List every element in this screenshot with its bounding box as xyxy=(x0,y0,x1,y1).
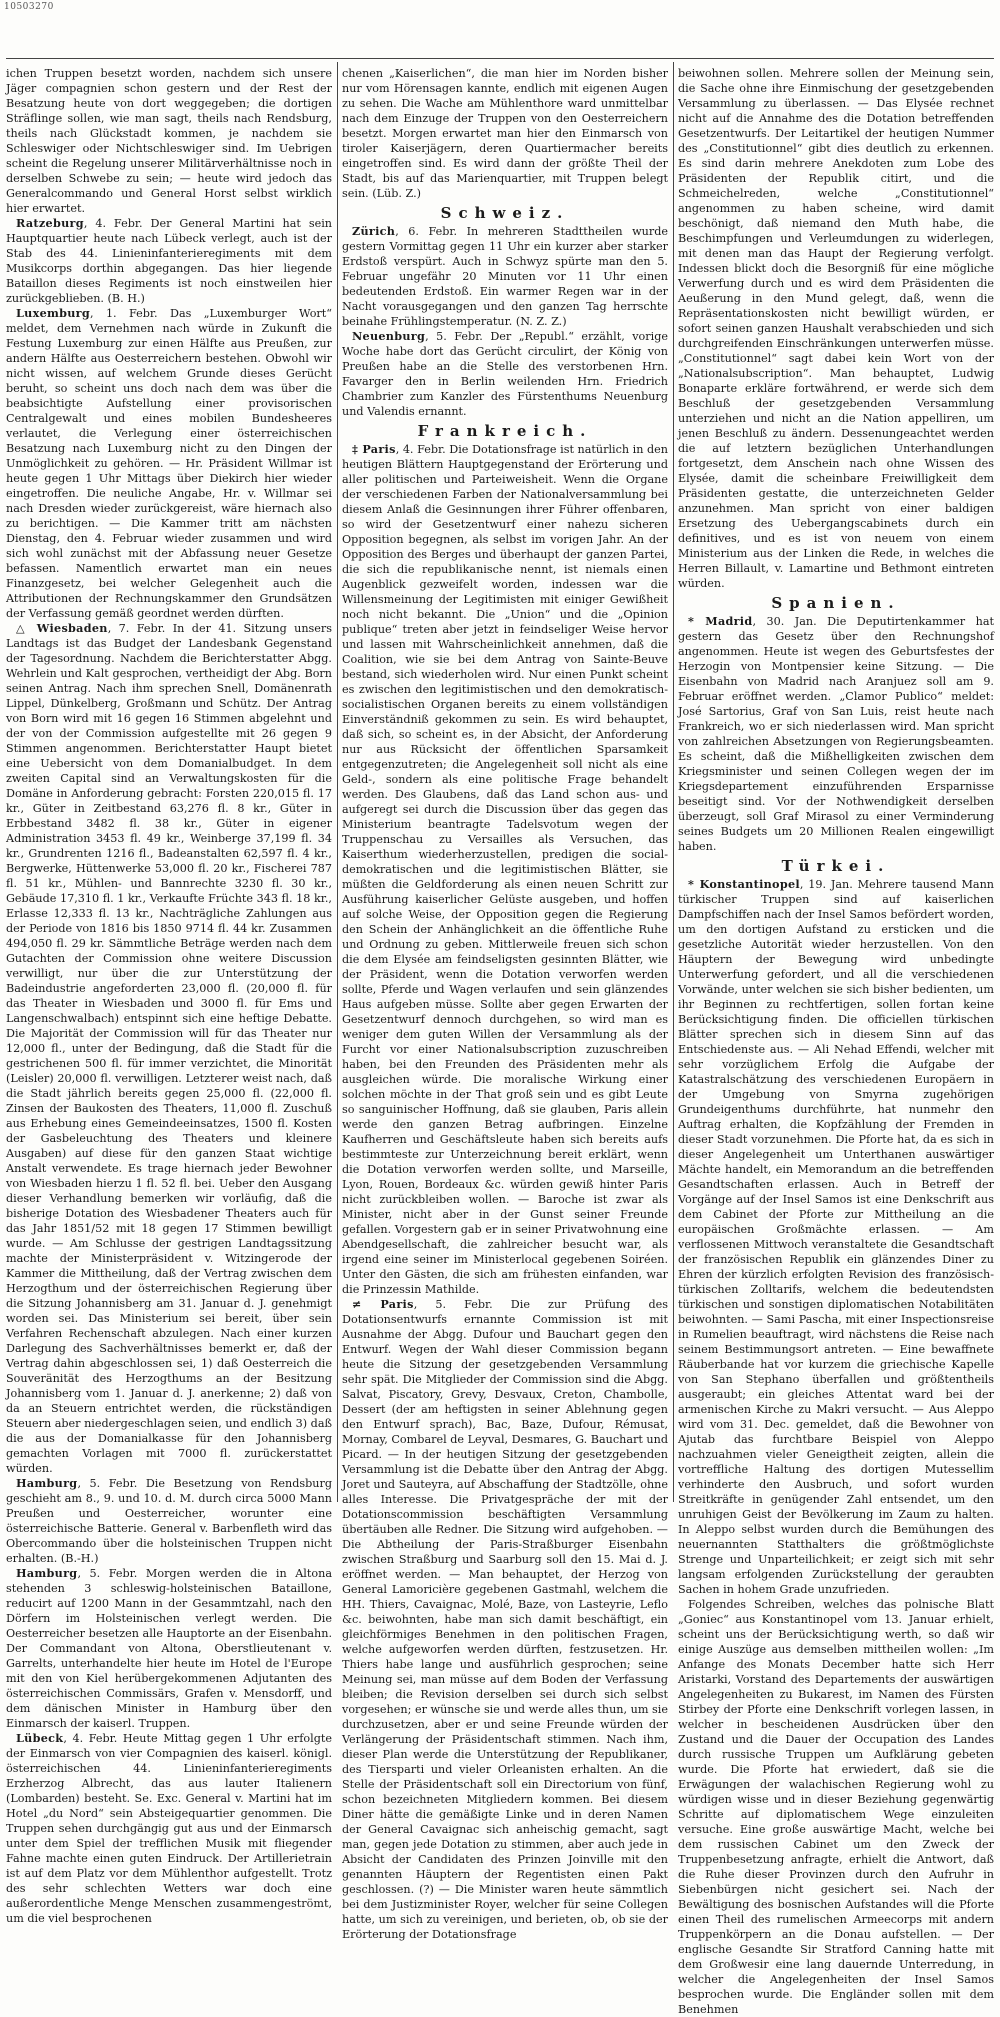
section-heading: Spanien. xyxy=(771,594,901,612)
paragraph-text: , 4. Febr. Heute Mittag gegen 1 Uhr erfolgte der Einmarsch von vier Compagnien des kaiserl. königl. österreichischen 44. Linieninfanterieregiments Erzherzog Albrecht, das aus lauter Italienern (Lombarden) besteht. Se. Exc. General v. Martini hat im Hotel „du Nord“ sein Absteigequartier genommen. Die Truppen sehen durchgängig gut aus und der Einmarsch unter dem Spiel der trefflichen Musik mit fliegender Fahne machte einen guten Eindruck. Der Artillerietrain ist auf dem Platz vor dem Mühlenthor aufgestellt. Trotz des sehr schlechten Wetters war doch eine außerordentliche Menge Menschen zusammengeströmt, um die viel besprochenen xyxy=(6,1732,332,1925)
article-paragraph xyxy=(678,614,994,854)
article-paragraph xyxy=(6,216,332,306)
column-rule-right xyxy=(673,62,674,1502)
paragraph-text: Folgendes Schreiben, welches das polnische Blatt „Goniec“ aus Konstantinopel vom 13. Januar erhielt, scheint uns der Berücksichtigung werth, so daß wir einige Auszüge aus demselben mittheilen wollen: „Im Anfange des Monats December hatte sich Herr Aristarki, Vorstand des Departements der auswärtigen Angelegenheiten zu Bukarest, im Namen des Fürsten Stirbey der Pforte eine Denkschrift vorlegen lassen, in welcher in bescheidenen Ausdrücken über den Zustand und die Dauer der Occupation des Landes durch russische Truppen um Aufklärung gebeten wurde. Die Pforte hat erwiedert, daß sie die Erwägungen der walachischen Regierung wohl zu würdigen wisse und in dieser Beziehung gegenwärtig Schritte auf diplomatischem Wege einzuleiten versuche. Eine große auswärtige Macht, welche bei dem russischen Cabinet um den Zweck der Truppenbesetzung anfragte, erhielt die Antwort, daß die Ruhe dieser Provinzen durch den Aufruhr in Siebenbürgen nicht gesichert sei. Nach der Bewältigung des bosnischen Aufstandes will die Pforte einen Theil des rumelischen Armeecorps mit andern Truppenkörpern an die Donau aufstellen. — Der englische Gesandte Sir Stratford Canning hatte mit dem Großwesir eine lang dauernde Unterredung, in welcher die Angelegenheiten der Insel Samos besprochen wurde. Die Engländer sollen mit dem Benehmen xyxy=(678,1598,994,2016)
dateline-place: △ Wiesbaden xyxy=(16,621,108,635)
article-paragraph xyxy=(342,66,668,201)
paragraph-text: , 6. Febr. In mehreren Stadttheilen wurde gestern Vormittag gegen 11 Uhr ein kurzer aber starker Erdstoß verspürt. Auch in Schwyz spürte man den 5. Februar ungefähr 20 Minuten vor 11 Uhr einen bedeutenden Erdstoß. Ein warmer Regen war in der Nacht vorausgegangen und den ganzen Tag herrschte beinahe Frühlingstemperatur. (N. Z. Z.) xyxy=(342,225,668,328)
dateline-place: Zürich xyxy=(352,224,396,238)
section-heading: Türkei. xyxy=(781,857,891,875)
paragraph-text: chenen „Kaiserlichen“, die man hier im Norden bisher nur vom Hörensagen kannte, endlich mit eigenen Augen zu sehen. Die Wache am Mühlenthore ward unmittelbar nach dem Einzuge der Truppen von den Oesterreichern besetzt. Morgen erwartet man hier den Einmarsch von tiroler Kaiserjägern, deren Quartiermacher bereits eingetroffen sind. Es wird dann der größte Theil der Stadt, bis auf das Marienquartier, mit Truppen belegt sein. (Lüb. Z.) xyxy=(342,67,668,200)
dateline-place: Hamburg xyxy=(16,1476,78,1490)
dateline-place: ‡ Paris xyxy=(352,442,396,456)
dateline-place: * Konstantinopel xyxy=(688,877,800,891)
article-paragraph xyxy=(6,1476,332,1566)
dateline-place: * Madrid xyxy=(688,614,753,628)
dateline-place: Neuenburg xyxy=(352,329,426,343)
dateline-place: ≠ Paris xyxy=(352,1297,414,1311)
page-identifier: 10503270 xyxy=(4,2,54,12)
article-paragraph xyxy=(342,329,668,419)
section-heading: Frankreich. xyxy=(417,422,593,440)
article-paragraph xyxy=(678,66,994,591)
column-3 xyxy=(678,66,995,2016)
article-paragraph xyxy=(678,1597,994,2017)
paragraph-text: , 30. Jan. Die Deputirtenkammer hat gestern das Gesetz über den Rechnungshof angenommen. Heute ist wegen des Geburtsfestes der Herzogin von Montpensier keine Sitzung. — Die Eisenbahn von Madrid nach Aranjuez soll am 9. Februar eröffnet werden. „Clamor Publico“ meldet: José Sartorius, Graf von San Luis, reist heute nach Frankreich, wo er sich niederlassen wird. Man spricht von zahlreichen Absetzungen von Regierungsbeamten. Es scheint, daß die Mißhelligkeiten zwischen dem Kriegsminister und seinen Collegen wegen der im Kriegsdepartement einzuführenden Ersparnisse beseitigt sind. Vor der Nothwendigkeit derselben überzeugt, soll Graf Mirasol zu einer Verminderung seines Budgets um 20 Millionen Realen eingewilligt haben. xyxy=(678,615,994,853)
dateline-place: Luxemburg xyxy=(16,306,90,320)
article-paragraph xyxy=(6,1566,332,1731)
dateline-place: Lübeck xyxy=(16,1731,64,1745)
paragraph-text: , 1. Febr. Das „Luxemburger Wort“ meldet, dem Vernehmen nach würde in Zukunft die Festung Luxemburg zur einen Hälfte aus Preußen, zur andern Hälfte aus Oesterreichern bestehen. Obwohl wir nicht wissen, auf welchem Grunde dieses Gerücht beruht, so scheint uns doch nach dem was über die beabsichtigte Aufstellung einer provisorischen Centralgewalt und eines mobilen Bundesheeres verlautet, die Verlegung einer österreichischen Besatzung nach Luxemburg nicht zu den Dingen der Unmöglichkeit zu gehören. — Hr. Präsident Willmar ist heute gegen 1 Uhr Mittags über Diekirch hier wieder eingetroffen. Die neuliche Angabe, Hr. v. Willmar sei nach Dresden wieder zurückgereist, wäre hiernach also zu berichtigen. — Die Kammer tritt am nächsten Dienstag, den 4. Februar wieder zusammen und wird sich wohl zunächst mit der Abfassung neuer Gesetze befassen. Namentlich erwartet man ein neues Finanzgesetz, bei welcher Gelegenheit auch die Attributionen der Rechnungskammer den Grundsätzen der Verfassung gemäß geordnet werden dürften. xyxy=(6,307,332,620)
newspaper-page xyxy=(6,14,995,2016)
column-2 xyxy=(342,66,668,1941)
paragraph-text: , 19. Jan. Mehrere tausend Mann türkischer Truppen sind auf kaiserlichen Dampfschiffen nach der Insel Samos befördert worden, um den dortigen Aufstand zu ersticken und die gesetzliche Autorität wieder herzustellen. Von den Häuptern der Bewegung wird unbedingte Unterwerfung gefordert, und all die verschiedenen Vorwände, unter welchen sie sich bisher bedienten, um ihr Beginnen zu rechtfertigen, sollen fortan keine Berücksichtigung finden. Die officiellen türkischen Blätter sprechen sich in diesem Sinn auf das Entschiedenste aus. — Ali Nehad Effendi, welcher mit sehr vorzüglichem Erfolg die Aufgabe der Katastralschätzung des verschiedenen Europäern in der Umgebung von Smyrna zugehörigen Grundeigenthums durchführte, hat nunmehr den Auftrag erhalten, die Kopfzählung der Fremden in dieser Stadt vorzunehmen. Die Pforte hat, da es sich in dieser Angelegenheit um Unterthanen auswärtiger Mächte handelt, ein Memorandum an die betreffenden Gesandtschaften erlassen. Auch in Betreff der Vorgänge auf der Insel Samos ist eine Denkschrift aus dem Cabinet der Pforte zur Mittheilung an die europäischen Großmächte erlassen. — Am verflossenen Mittwoch veranstaltete die Gesandtschaft der französischen Republik ein glänzendes Diner zu Ehren der kürzlich erfolgten Revision des französisch-türkischen Zolltarifs, welchem die bedeutendsten türkischen und sonstigen diplomatischen Notabilitäten beiwohnten. — Sami Pascha, mit einer Inspectionsreise in Rumelien beauftragt, wird nächstens die Reise nach seinem Bestimmungsort antreten. — Eine bewaffnete Räuberbande hat vor kurzem die griechische Kapelle von San Stephano überfallen und größtentheils ausgeraubt; ein gleiches Attentat ward bei der armenischen Kirche zu Makri versucht. — Aus Aleppo wird vom 31. Dec. gemeldet, daß die Bewohner von Ajutab das furchtbare Beispiel von Aleppo nachzuahmen vieler Geneigtheit zeigten, allein die vortreffliche Haltung des dortigen Mutessellim verhinderte den Ausbruch, und sofort wurden Streitkräfte in genügender Zahl entsendet, um den unruhigen Geist der Bevölkerung im Zaum zu halten. In Aleppo selbst wurden durch die Bemühungen des neuernannten Statthalters die größtmöglichste Strenge und Unparteilichkeit; er zeigt sich mit sehr langsam erfolgenden Zurückstellung der geraubten Sachen in hohem Grade unzufrieden. xyxy=(678,878,995,1596)
article-paragraph xyxy=(6,621,332,1476)
top-fragment-area xyxy=(6,14,994,59)
article-paragraph xyxy=(342,224,668,329)
paragraph-text: , 7. Febr. In der 41. Sitzung unsers Landtags ist das Budget der Landesbank Gegenstand der Tagesordnung. Nachdem die Berichterstatter Abgg. Wehrlein und Kalt gesprochen, vertheidigt der Abg. Born seinen Antrag. Nach ihm sprechen Snell, Domänenrath Lippel, Dünkelberg, Großmann und Schütz. Der Antrag von Born wird mit 16 gegen 16 Stimmen abgelehnt und der von der Commission aufgestellte mit 26 gegen 9 Stimmen angenommen. Berichterstatter Haupt bietet eine Uebersicht von dem Domanialbudget. In dem zweiten Capital sind an Verwaltungskosten für die Domäne in Anforderung gebracht: Forsten 220,015 fl. 17 kr., Güter in Zeitbestand 63,276 fl. 8 kr., Güter in Erbbestand 3482 fl. 38 kr., Güter in eigener Administration 3453 fl. 49 kr., Weinberge 37,199 fl. 34 kr., Grundrenten 1216 fl., Badeanstalten 62,597 fl. 4 kr., Bergwerke, Hüttenwerke 53,000 fl. 20 kr., Fischerei 787 fl. 51 kr., Mühlen- und Bannrechte 3230 fl. 30 kr., Gebäude 17,310 fl. 1 kr., Verkaufte Früchte 343 fl. 18 kr., Erlasse 12,333 fl. 13 kr., Nachträgliche Zahlungen aus der Periode von 1816 bis 1850 9714 fl. 44 kr. Zusammen 494,050 fl. 29 kr. Sämmtliche Beträge werden nach dem Gutachten der Commission ohne weitere Discussion verwilligt, nur über die zur Unterstützung der Badeindustrie angeforderten 23,000 fl. (20,000 fl. für das Theater in Wiesbaden und 3000 fl. für Ems und Langenschwalbach) entspinnt sich eine heftige Debatte. Die Majorität der Commission will für das Theater nur 12,000 fl., unter der Bedingung, daß die Stadt für die gestrichenen 500 fl. für immer verzichtet, die Minorität (Leisler) 20,000 fl. verwilligen. Letzterer weist nach, daß die Stadt jährlich bereits gegen 25,000 fl. (22,000 fl. Zinsen der Baukosten des Theaters, 11,000 fl. Zuschuß aus Erhebung eines Gemeindeeinsatzes, 1500 fl. Kosten der Gasbeleuchtung des Theaters und kleinere Ausgaben) auf diese für den ganzen Staat wichtige Anstalt verwendete. Es trage hiernach jeder Bewohner von Wiesbaden hierzu 1 fl. 52 fl. bei. Ueber den Ausgang dieser Verhandlung bemerken wir vorläufig, daß die bisherige Dotation des Wiesbadener Theaters auch für das Jahr 1851/52 mit 18 gegen 17 Stimmen bewilligt wurde. — Am Schlusse der gestrigen Landtagssitzung machte der Ministerpräsident v. Witzingerode der Kammer die Mittheilung, daß der Vertrag zwischen dem Herzogthum und der österreichischen Regierung über die Sitzung Johannisberg am 31. Januar d. J. genehmigt worden sei. Das Ministerium sei bereit, über sein Verfahren Rechenschaft abzulegen. Nach einer kurzen Darlegung des Sachverhältnisses bemerkt er, daß der Vertrag dahin abgeschlossen sei, 1) daß Oesterreich die Souveränität des Herzogthums an der Besitzung Johannisberg vom 1. Januar d. J. anerkenne; 2) daß von da an Steuern entrichtet werden, die rückständigen Steuern aber niedergeschlagen seien, und endlich 3) daß die aus der Domanialkasse für den Johannisberg gemachten Vorlagen mit 7000 fl. zurückerstattet würden. xyxy=(6,622,332,1475)
paragraph-text: beiwohnen sollen. Mehrere sollen der Meinung sein, die Sache ohne ihre Einmischung der gesetzgebenden Versammlung zu überlassen. — Das Elysée rechnet nicht auf die Annahme des die Dotation betreffenden Gesetzentwurfs. Der Leitartikel der heutigen Nummer des „Constitutionnel“ gibt dies deutlich zu erkennen. Es sind darin mehrere Anekdoten zum Lobe des Präsidenten der Republik citirt, und die Schmeichelreden, welche „Constitutionnel“ angenommen zu haben scheine, wird damit beschönigt, daß niemand den Muth habe, die Beschimpfungen und Verleumdungen zu widerlegen, mit denen man das Haupt der Regierung verfolgt. Indessen blickt doch die Besorgniß für eine mögliche Verwerfung durch und es wird dem Präsidenten die Aeußerung in den Mund gelegt, daß, wenn die Repräsentationskosten nicht bewilligt würden, er sofort seinen ganzen Haushalt verabschieden und sich durchgreifenden Einschränkungen unterwerfen müsse. „Constitutionnel“ sagt dabei kein Wort von der „Nationalsubscription“. Man behauptet, Ludwig Bonaparte erkläre fortwährend, er werde sich dem Beschluß der gesetzgebenden Versammlung unterziehen und nicht an die Nation appelliren, um jenen Beschluß zu ändern. Dessenungeachtet werden die auf letztern bezüglichen Unterhandlungen fortgesetzt, dem Anschein nach ohne Wissen des Elysée, damit die scheinbare Freiwilligkeit dem Präsidenten gestatte, die unterzeichneten Gelder anzunehmen. Man spricht von einer baldigen Ersetzung des Uebergangscabinets durch ein definitives, und es ist von neuem von einem Ministerium aus der Linken die Rede, in welches die Herren Billault, v. Lamartine und Bethmont eintreten würden. xyxy=(678,67,994,590)
paragraph-text: , 5. Febr. Morgen werden die in Altona stehenden 3 schleswig-holsteinischen Bataillone, reducirt auf 1200 Mann in der Gesammtzahl, nach den Dörfern im Holsteinischen verlegt werden. Die Oesterreicher besetzen alle Hauptorte an der Eisenbahn. Der Commandant von Altona, Oberstlieutenant v. Garrelts, unterhandelte hier heute im Hotel de l'Europe mit den von Kiel herübergekommenen Adjutanten des österreichischen Commissärs, Grafen v. Mensdorff, und dem dänischen Minister in Hamburg über den Einmarsch der kaiserl. Truppen. xyxy=(6,1567,332,1730)
paragraph-text: , 5. Febr. Die zur Prüfung des Dotationsentwurfs ernannte Commission ist mit Ausnahme der Abgg. Dufour und Bauchart gegen den Entwurf. Wegen der Wahl dieser Commission begann heute die Sitzung der gesetzgebenden Versammlung sehr spät. Die Mitglieder der Commission sind die Abgg. Salvat, Piscatory, Grevy, Desvaux, Creton, Chambolle, Dessert (der am heftigsten in seiner Ablehnung gegen den Entwurf sprach), Bac, Baze, Dufour, Rémusat, Mornay, Combarel de Leyval, Desmares, G. Bauchart und Picard. — In der heutigen Sitzung der gesetzgebenden Versammlung ist die Debatte über den Antrag der Abgg. Joret und Sauteyra, auf Abschaffung der Stadtzölle, ohne alles Interesse. Die Privatgespräche der mit der Dotationscommission beschäftigten Versammlung übertäuben alle Redner. Die Sitzung wird aufgehoben. — Die Abtheilung der Paris-Straßburger Eisenbahn zwischen Straßburg und Saarburg soll den 15. Mai d. J. eröffnet werden. — Man behauptet, der Herzog von General Lamoricière gegebenen Gastmahl, welchem die HH. Thiers, Cavaignac, Molé, Baze, von Lasteyrie, Leflo &c. beiwohnten, habe man sich damit beschäftigt, ein gleichförmiges Benehmen in den politischen Fragen, welche aufgeworfen werden dürften, festzusetzen. Hr. Thiers habe lange und ausführlich gesprochen; seine Meinung sei, man müsse auf dem Boden der Verfassung bleiben; die Revision derselben sei durch sich selbst vorgesehen; er wünsche sie und werde alles thun, um sie durchzusetzen, aber er und seine Freunde würden der Verlängerung der Präsidentschaft stimmen. Nach ihm, dieser Plan werde die Unterstützung der Republikaner, des Tiersparti und vieler Orleanisten erhalten. An die Stelle der Präsidentschaft soll ein Directorium von fünf, schon bezeichneten Mitgliedern kommen. Bei diesem Diner hätte die gemäßigte Linke und in deren Namen der General Cavaignac sich anheischig gemacht, sagt man, gegen jede Dotation zu stimmen, aber auch jede in Absicht der Candidaten des Prinzen Joinville mit den genannten Häuptern der Regentisten einen Pakt geschlossen. (?) — Die Minister waren heute sämmtlich bei dem Justizminister Royer, welcher für seine Collegen hatte, um sich zu vereinigen, und berieten, ob, ob sie der Erörterung der Dotationsfrage xyxy=(342,1298,668,1941)
paragraph-text: ichen Truppen besetzt worden, nachdem sich unsere Jäger compagnien schon gestern und der Rest der Besatzung heute von dort weggegeben; die dortigen Sträflinge sollen, wie man sagt, theils nach Rendsburg, theils nach Glückstadt kommen, je nachdem sie Schleswiger oder Nichtschleswiger sind. Im Uebrigen scheint die Regelung unserer Militärverhältnisse noch in derselben Schwebe zu sein; — heute wird jedoch das Generalcommando und General Horst selbst wirklich hier erwartet. xyxy=(6,67,332,215)
article-paragraph xyxy=(342,442,668,1297)
column-1 xyxy=(6,66,332,1925)
article-paragraph xyxy=(6,1731,332,1926)
paragraph-text: , 4. Febr. Der General Martini hat sein Hauptquartier heute nach Lübeck verlegt, auch ist der Stab des 44. Linieninfanterieregiments mit dem Musikcorps dorthin abgegangen. Das hier liegende Bataillon dieses Regiments ist noch einstweilen hier zurückgeblieben. (B. H.) xyxy=(6,217,332,305)
dateline-place: Ratzeburg xyxy=(16,216,84,230)
paragraph-text: , 5. Febr. Der „Republ.“ erzählt, vorige Woche habe dort das Gerücht circulirt, der König von Preußen habe an die Stelle des verstorbenen Hrn. Favarger den in Berlin weilenden Hrn. Friedrich Chambrier zum Kanzler des Fürstenthums Neuenburg und Valendis ernannt. xyxy=(342,330,668,418)
article-paragraph xyxy=(6,66,332,216)
paragraph-text: , 4. Febr. Die Dotationsfrage ist natürlich in den heutigen Blättern Hauptgegenstand der Erörterung und aller politischen und Parteiweisheit. Wenn die Organe der verschiedenen Farben der Nationalversammlung bei diesem Anlaß die Gesinnungen ihrer Führer offenbaren, so wird der Gesetzentwurf einer nahezu sicheren Opposition begegnen, als selbst im vorigen Jahr. An der Opposition des Berges und überhaupt der ganzen Partei, die sich die republikanische nennt, ist niemals einen Augenblick gezweifelt worden, indessen war die Willensmeinung der Legitimisten mit einiger Gewißheit noch nicht bekannt. Die „Union“ und die „Opinion publique“ treten aber jetzt in feindseliger Weise hervor und lassen mit Wahrscheinlichkeit annehmen, daß die Coalition, wie sie bei dem Antrag von Sainte-Beuve bestand, sich wiederholen wird. Nur einen Punkt scheint es zwischen den legitimistischen und den demokratisch-socialistischen Organen bereits zu einem vollständigen Einverständniß gekommen zu sein. Es wird behauptet, daß sich, so scheint es, in der Absicht, der Anforderung nur aus Rücksicht der öffentlichen Sparsamkeit entgegenzutreten; die Angelegenheit soll nicht als eine Geld-, sondern als eine politische Frage behandelt werden. Des Glaubens, daß das Land schon aus- und aufgeregt sei durch die Discussion über das gegen das Ministerium beantragte Tadelsvotum wegen der Truppenschau zu Versailles als Versuchen, das Kaiserthum wiederherzustellen, predigen die social-demokratischen und die legitimistischen Blätter, sie müßten die Geldforderung als einen neuen Schritt zur Ausführung kaiserlicher Gelüste ausgeben, und hoffen auf solche Weise, der Opposition gegen die Regierung den Schein der Anhänglichkeit an die öffentliche Ruhe und Ordnung zu geben. Mittlerweile freuen sich schon die dem Elysée am feindseligsten gesinnten Blätter, wie der Präsident, wenn die Dotation verworfen werden sollte, Pferde und Wagen verlaufen und sein glänzendes Haus aufgeben müsse. Sollte aber gegen Erwarten der Gesetzentwurf dennoch durchgehen, so wird man es weniger dem guten Willen der Versammlung als der Furcht vor einer Nationalsubscription zuzuschreiben haben, bei den Freunden des Präsidenten mehr als ausgleichen würde. Die moralische Wirkung einer solchen möchte in der That groß sein und es gibt Leute so sanguinischer Hoffnung, daß sie glauben, Paris allein werde den ganzen Betrag aufbringen. Einzelne Kaufherren und Geschäftsleute haben sich bereits aufs bestimmteste zur Unterzeichnung bereit erklärt, wenn die Dotation verworfen werden sollte, und Marseille, Lyon, Rouen, Bordeaux &c. würden gewiß hinter Paris nicht zurückbleiben wollen. — Baroche ist zwar als Minister, nicht aber in der Gunst seiner Freunde gefallen. Vorgestern gab er in seiner Privatwohnung eine Abendgesellschaft, die zahlreicher besucht war, als irgend eine seiner im Ministerlocal gegebenen Soiréen. Unter den Gästen, die sich am frühesten einfanden, war die Prinzessin Mathilde. xyxy=(342,443,668,1296)
article-paragraph xyxy=(342,1297,668,1942)
section-heading: Schweiz. xyxy=(440,204,570,222)
dateline-place: Hamburg xyxy=(16,1566,78,1580)
column-rule-left xyxy=(337,62,338,1502)
paragraph-text: , 5. Febr. Die Besetzung von Rendsburg geschieht am 8., 9. und 10. d. M. durch circa 5000 Mann Preußen und Oesterreicher, worunter eine österreichische Batterie. General v. Barbenfleth wird das Obercommando über die holsteinischen Truppen nicht erhalten. (B.-H.) xyxy=(6,1477,332,1565)
article-paragraph xyxy=(6,306,332,621)
article-paragraph xyxy=(678,877,994,1597)
